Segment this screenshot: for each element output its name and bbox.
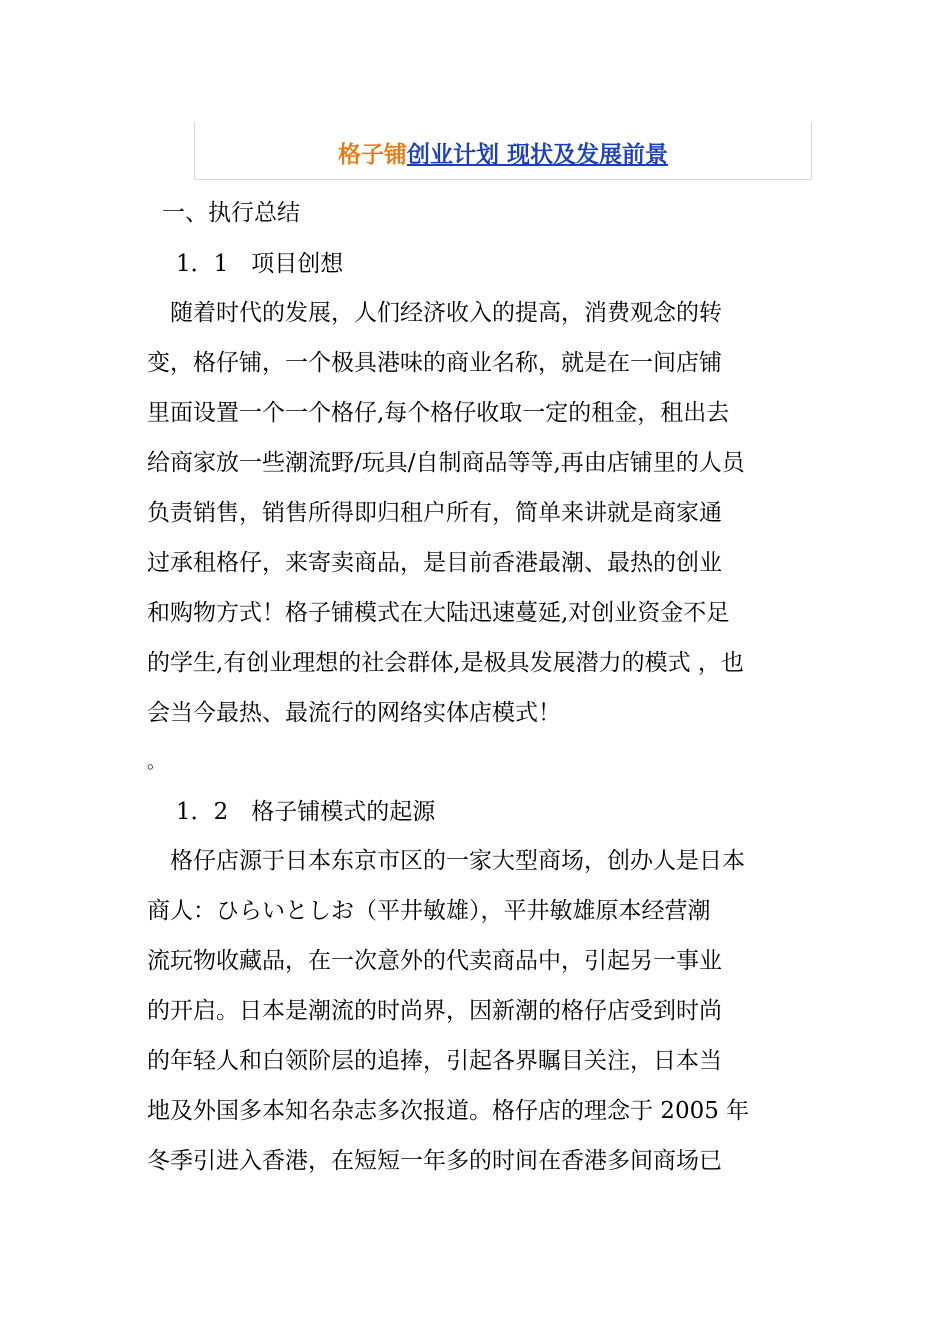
paragraph-line: 给商家放一些潮流野/玩具/自制商品等等,再由店铺里的人员: [147, 450, 745, 476]
paragraph-line: 格仔店源于日本东京市区的一家大型商场，创办人是日本: [147, 848, 745, 874]
paragraph-line: 过承租格仔，来寄卖商品，是目前香港最潮、最热的创业: [147, 550, 722, 576]
title-link-status[interactable]: 现状及发展前景: [498, 142, 668, 168]
title-brand: 格子铺: [337, 142, 407, 168]
paragraph-line: 商人：ひらいとしお（平井敏雄），平井敏雄原本经营潮: [147, 898, 711, 924]
paragraph-line: 的年轻人和白领阶层的追捧，引起各界瞩目关注，日本当: [147, 1048, 722, 1074]
document-title: [195, 136, 811, 169]
paragraph-line: 随着时代的发展，人们经济收入的提高，消费观念的转: [147, 300, 722, 326]
paragraph-line: 的开启。日本是潮流的时尚界，因新潮的格仔店受到时尚: [147, 998, 722, 1024]
paragraph-line: 负责销售，销售所得即归租户所有，简单来讲就是商家通: [147, 500, 722, 526]
subsection-heading-origin: 1．2 格子铺模式的起源: [176, 799, 436, 825]
paragraph-line: 流玩物收藏品，在一次意外的代卖商品中，引起另一事业: [147, 948, 722, 974]
title-link-plan[interactable]: 创业计划: [406, 142, 499, 168]
paragraph-line: 里面设置一个一个格仔,每个格仔收取一定的租金，租出去: [147, 400, 730, 426]
paragraph-line: 会当今最热、最流行的网络实体店模式！: [147, 700, 561, 726]
subsection-heading-project-idea: 1．1 项目创想: [176, 251, 344, 277]
paragraph-line: 冬季引进入香港，在短短一年多的时间在香港多间商场已: [147, 1148, 722, 1174]
paragraph-line: 的学生,有创业理想的社会群体,是极具发展潜力的模式 ，也: [147, 650, 744, 676]
title-box: [194, 122, 812, 180]
paragraph-line: 和购物方式！格子铺模式在大陆迅速蔓延,对创业资金不足: [147, 600, 730, 626]
section-heading-executive-summary: 一、执行总结: [162, 200, 300, 226]
paragraph-line: 变，格仔铺，一个极具港味的商业名称，就是在一间店铺: [147, 350, 722, 376]
paragraph-line: 地及外国多本知名杂志多次报道。格仔店的理念于 2005 年: [147, 1098, 750, 1124]
stray-period: 。: [147, 752, 165, 773]
